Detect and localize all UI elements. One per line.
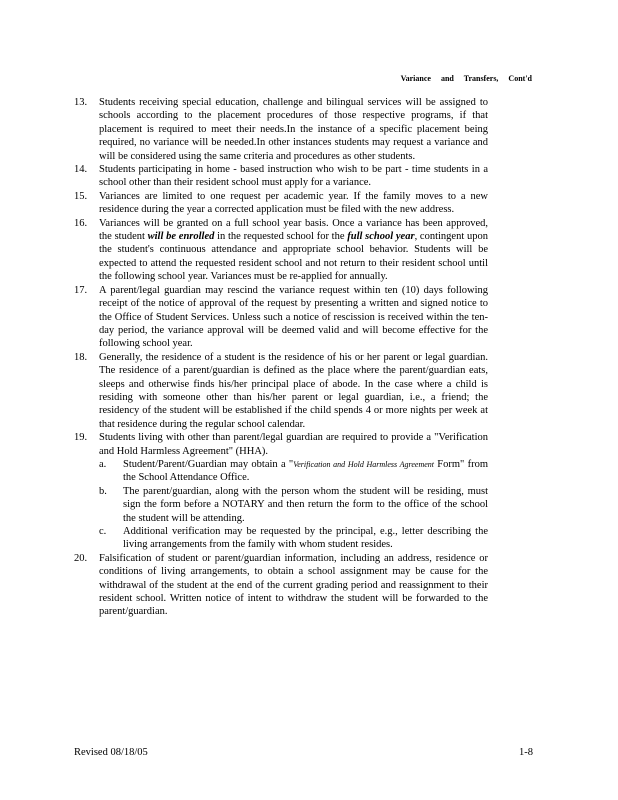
- list-item: [74, 431, 488, 552]
- list-item: [74, 217, 488, 284]
- item-body: [99, 431, 488, 552]
- text-segment: in the requested school for the: [214, 231, 348, 243]
- list-item: [74, 190, 488, 217]
- item-text: Students participating in home - based instruction who wish to be part - time students in a school other than their resident school must apply for a variance.: [99, 164, 488, 189]
- item-number: 13.: [74, 97, 88, 108]
- policy-list: [74, 96, 488, 619]
- page-header: Variance and Transfers, Cont'd: [400, 74, 532, 83]
- revised-date: Revised 08/18/05: [74, 747, 148, 758]
- item-number: 16.: [74, 217, 88, 229]
- sub-item-letter: c.: [99, 526, 107, 537]
- item-text: Falsification of student or parent/guardian information, including an address, residence or conditions of living arrangements, to obtain a school assignment may be cause for the withdrawal of the student at the end of the current grading period and reassignment to their resident school. Written notice of intent to withdraw the student will be forwarded to the parent/guardian.: [99, 552, 488, 618]
- emphasis-text: will be enrolled: [147, 231, 215, 243]
- list-item: [74, 163, 488, 190]
- item-text: Variances are limited to one request per academic year. If the family moves to a new residence during the year a corrected application must be filed with the new address.: [99, 190, 488, 216]
- item-text: Students living with other than parent/legal guardian are required to provide a "Verification and Hold Harmless Agreement" (HHA).: [99, 432, 488, 457]
- sub-item-text: Additional verification may be requested by the principal, e.g., letter describing the living arrangements from the family with whom student resides.: [123, 526, 488, 551]
- item-number: 14.: [74, 164, 88, 176]
- item-text: Generally, the residence of a student is the residence of his or her parent or legal guardian. The residence of a parent/guardian is defined as the place where the parent/guardian eats, sleeps and otherwise finds his/her principal place of abode. In the case where a child is residing with someone other than his/her parent or legal guardian, i.e., a friend; the residency of the student will be established if the child spends 4 or more nights per week at that residence during the regular school calendar.: [99, 351, 488, 430]
- item-number: 19.: [74, 432, 88, 444]
- item-text: A parent/legal guardian may rescind the variance request within ten (10) days following receipt of the notice of approval of the request by presenting a written and signed notice to the Office of Student Services. Unless such a notice of rescission is received within the ten-day period, the variance approval will be deemed valid and will become effective for the following school year.: [99, 284, 488, 350]
- item-number: 20.: [74, 552, 88, 564]
- list-item: [74, 284, 488, 351]
- text-segment: Student/Parent/Guardian may obtain a ": [123, 458, 294, 470]
- form-name-text: Verification and Hold Harmless Agreement: [293, 459, 434, 469]
- emphasis-text: full school year: [347, 231, 415, 243]
- item-text: [99, 217, 488, 284]
- list-item: [74, 351, 488, 431]
- sub-item-letter: a.: [99, 458, 107, 470]
- text-segment: , contingent upon the student's continuous attendance and appropriate school behavior. Students will be expected to attend the requested resident school and not return to their resident school until the following school year. Variances must be re-applied for annually.: [99, 231, 488, 283]
- sub-item-text: The parent/guardian, along with the person whom the student will be residing, must sign the form before a NOTARY and then return the form to the office of the school the student will be attending.: [123, 485, 488, 524]
- sub-item: [99, 458, 488, 485]
- item-number: 15.: [74, 190, 88, 202]
- list-item: [74, 552, 488, 619]
- sub-item: [99, 485, 488, 525]
- page-number: 1-8: [519, 747, 533, 758]
- text-segment: Variances will be granted on a full school year basis. Once a variance has been approved, the student: [99, 217, 488, 243]
- item-number: 17.: [74, 284, 88, 296]
- text-segment: Form" from the School Attendance Office.: [123, 458, 488, 484]
- item-text: Students receiving special education, challenge and bilingual services will be assigned to schools according to the placement procedures of those respective programs, if that placement is required to meet their needs.In the instance of a specific placement being required, no variance will be needed.In other instances students may request a variance and will be considered using the same criteria and procedures as other students.: [99, 97, 488, 162]
- item-number: 18.: [74, 351, 88, 363]
- sub-item: [99, 525, 488, 552]
- sub-item-letter: b.: [99, 485, 107, 497]
- sub-item-text: [123, 458, 488, 485]
- list-item: [74, 96, 488, 163]
